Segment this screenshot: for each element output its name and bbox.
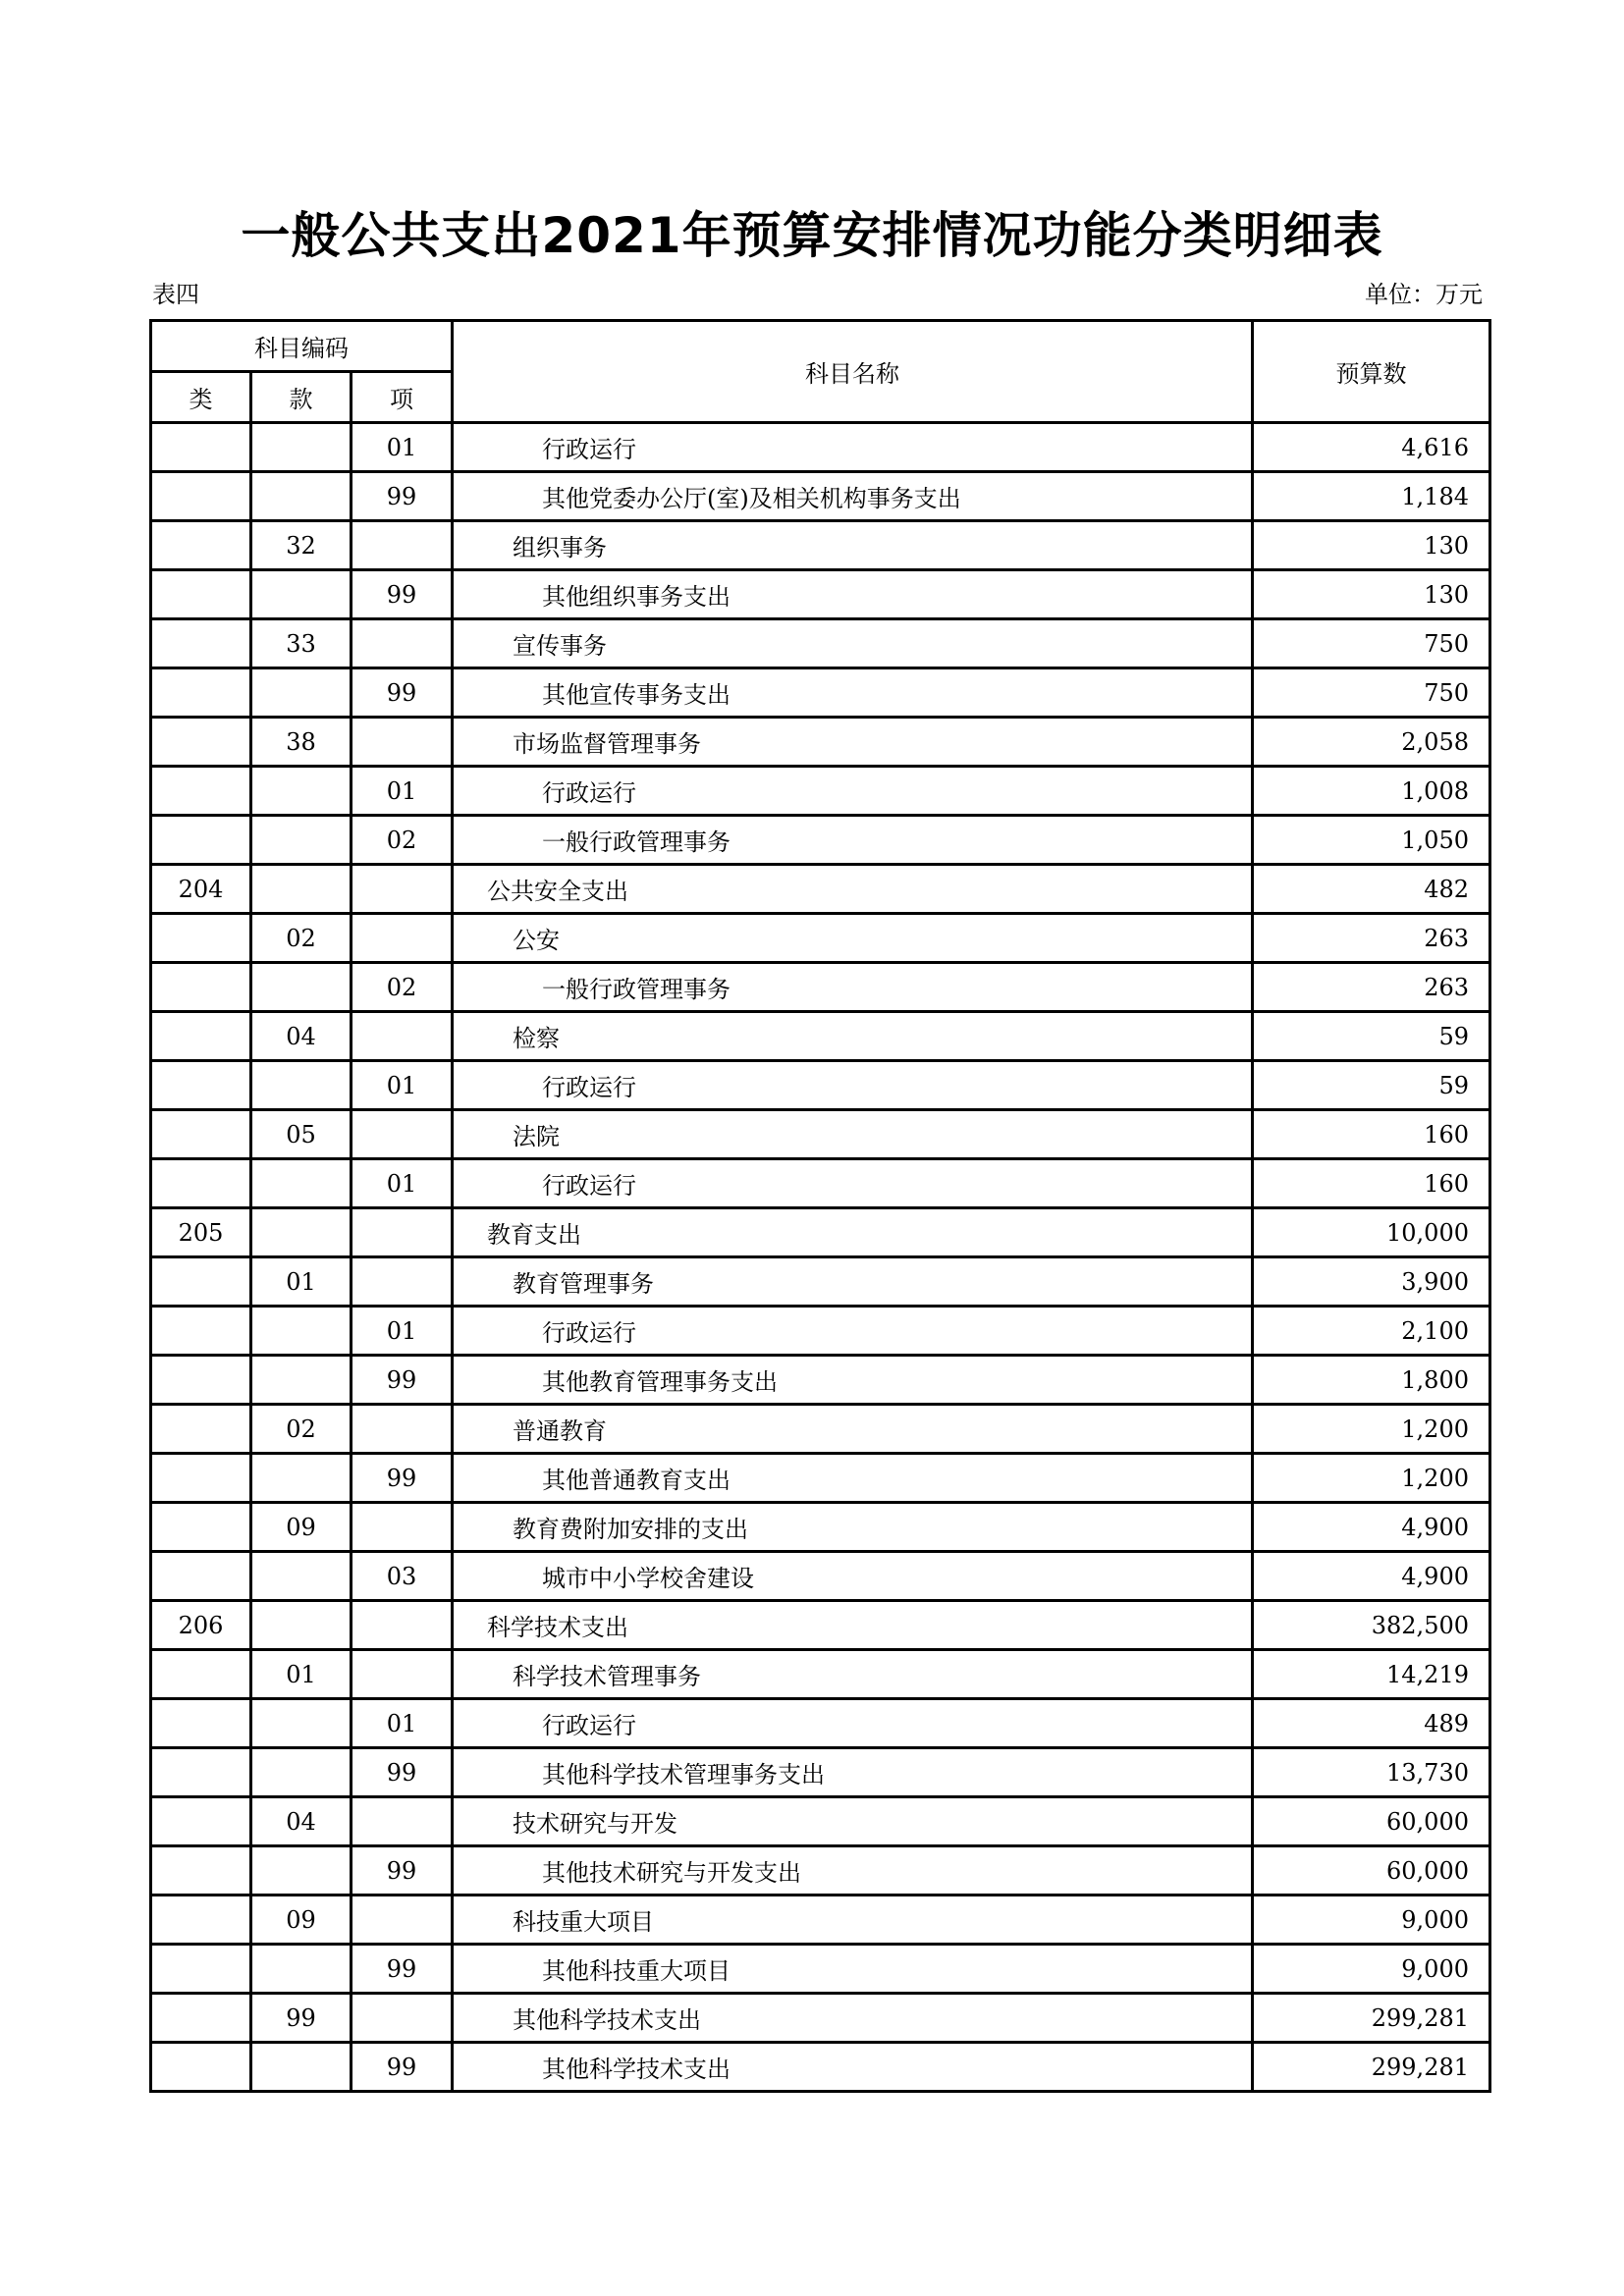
table-row [151,2043,1490,2092]
budget-amount: 160 [1253,1110,1490,1159]
table-row [151,570,1490,619]
header-name: 科目名称 [453,321,1253,423]
budget-amount: 482 [1253,865,1490,914]
budget-amount: 9,000 [1253,1896,1490,1945]
code-xiang: 99 [352,1846,453,1896]
code-kuan [251,1945,352,1994]
code-lei [151,1797,251,1846]
code-xiang: 99 [352,1454,453,1503]
budget-amount: 3,900 [1253,1257,1490,1307]
code-lei [151,963,251,1012]
item-name: 其他科学技术支出 [453,2043,1253,2092]
code-lei: 205 [151,1208,251,1257]
budget-amount: 299,281 [1253,1994,1490,2043]
code-xiang [352,1994,453,2043]
budget-amount: 1,800 [1253,1356,1490,1405]
table-row [151,423,1490,472]
code-xiang: 99 [352,570,453,619]
code-lei: 206 [151,1601,251,1650]
table-row [151,1896,1490,1945]
item-name: 一般行政管理事务 [453,816,1253,865]
code-kuan [251,1454,352,1503]
budget-amount: 263 [1253,914,1490,963]
code-lei [151,1012,251,1061]
code-lei [151,1405,251,1454]
code-lei [151,668,251,718]
budget-amount: 750 [1253,619,1490,668]
code-kuan [251,1846,352,1896]
code-kuan: 99 [251,1994,352,2043]
code-lei [151,619,251,668]
header-xiang: 项 [352,372,453,423]
table-row [151,1454,1490,1503]
item-name: 技术研究与开发 [453,1797,1253,1846]
header-amount: 预算数 [1253,321,1490,423]
code-kuan: 38 [251,718,352,767]
table-row [151,1797,1490,1846]
code-xiang [352,718,453,767]
item-name: 城市中小学校舍建设 [453,1552,1253,1601]
item-name: 一般行政管理事务 [453,963,1253,1012]
item-name: 其他宣传事务支出 [453,668,1253,718]
item-name: 行政运行 [453,423,1253,472]
code-kuan: 09 [251,1896,352,1945]
page-title: 一般公共支出2021年预算安排情况功能分类明细表 [241,207,1383,264]
item-name: 公安 [453,914,1253,963]
table-row [151,718,1490,767]
table-row [151,1994,1490,2043]
item-name: 科学技术管理事务 [453,1650,1253,1699]
code-xiang: 02 [352,816,453,865]
item-name: 其他普通教育支出 [453,1454,1253,1503]
code-kuan [251,1159,352,1208]
budget-amount: 10,000 [1253,1208,1490,1257]
code-lei [151,472,251,521]
code-lei [151,1994,251,2043]
code-xiang [352,1405,453,1454]
code-lei: 204 [151,865,251,914]
code-xiang: 02 [352,963,453,1012]
budget-amount: 60,000 [1253,1846,1490,1896]
table-row [151,816,1490,865]
code-lei [151,1699,251,1748]
code-lei [151,718,251,767]
code-lei [151,1356,251,1405]
code-lei [151,1307,251,1356]
code-kuan: 04 [251,1797,352,1846]
item-name: 其他组织事务支出 [453,570,1253,619]
budget-amount: 59 [1253,1012,1490,1061]
code-kuan: 01 [251,1650,352,1699]
item-name: 行政运行 [453,1307,1253,1356]
code-kuan [251,1699,352,1748]
budget-amount: 489 [1253,1699,1490,1748]
code-kuan [251,865,352,914]
code-xiang [352,1257,453,1307]
item-name: 行政运行 [453,1061,1253,1110]
table-row [151,1405,1490,1454]
code-xiang: 99 [352,1945,453,1994]
budget-amount: 750 [1253,668,1490,718]
item-name: 教育费附加安排的支出 [453,1503,1253,1552]
code-xiang [352,1601,453,1650]
item-name: 科学技术支出 [453,1601,1253,1650]
budget-amount: 130 [1253,521,1490,570]
code-kuan [251,1356,352,1405]
code-xiang [352,521,453,570]
code-lei [151,1748,251,1797]
code-xiang [352,1650,453,1699]
budget-amount: 263 [1253,963,1490,1012]
item-name: 公共安全支出 [453,865,1253,914]
code-xiang: 01 [352,1699,453,1748]
code-kuan [251,1208,352,1257]
item-name: 宣传事务 [453,619,1253,668]
table-row [151,1208,1490,1257]
code-kuan [251,1552,352,1601]
item-name: 科技重大项目 [453,1896,1253,1945]
code-xiang: 03 [352,1552,453,1601]
code-kuan [251,2043,352,2092]
budget-amount: 160 [1253,1159,1490,1208]
header-lei: 类 [151,372,251,423]
header-kuan: 款 [251,372,352,423]
code-lei [151,914,251,963]
budget-amount: 59 [1253,1061,1490,1110]
budget-amount: 4,900 [1253,1552,1490,1601]
item-name: 其他科学技术支出 [453,1994,1253,2043]
item-name: 行政运行 [453,1159,1253,1208]
code-xiang [352,865,453,914]
code-lei [151,1257,251,1307]
table-row [151,865,1490,914]
table-row [151,1356,1490,1405]
budget-amount: 2,058 [1253,718,1490,767]
budget-amount: 4,900 [1253,1503,1490,1552]
table-row [151,619,1490,668]
code-kuan [251,1748,352,1797]
code-lei [151,1061,251,1110]
code-lei [151,1650,251,1699]
code-xiang: 99 [352,2043,453,2092]
code-kuan [251,472,352,521]
budget-amount: 13,730 [1253,1748,1490,1797]
budget-amount: 60,000 [1253,1797,1490,1846]
code-kuan [251,1061,352,1110]
table-row [151,1846,1490,1896]
code-xiang: 99 [352,668,453,718]
table-row [151,1552,1490,1601]
code-kuan [251,767,352,816]
table-row [151,472,1490,521]
code-xiang [352,1797,453,1846]
item-name: 教育支出 [453,1208,1253,1257]
code-xiang: 01 [352,767,453,816]
code-lei [151,1552,251,1601]
budget-amount: 299,281 [1253,2043,1490,2092]
code-kuan: 32 [251,521,352,570]
code-kuan: 02 [251,914,352,963]
code-kuan [251,570,352,619]
header-code: 科目编码 [151,321,453,372]
code-xiang [352,1012,453,1061]
table-row [151,521,1490,570]
code-kuan [251,668,352,718]
code-kuan: 04 [251,1012,352,1061]
code-lei [151,767,251,816]
code-xiang: 01 [352,423,453,472]
budget-amount: 130 [1253,570,1490,619]
item-name: 其他科技重大项目 [453,1945,1253,1994]
budget-amount: 9,000 [1253,1945,1490,1994]
code-xiang: 01 [352,1159,453,1208]
table-row [151,1748,1490,1797]
table-row [151,1601,1490,1650]
item-name: 检察 [453,1012,1253,1061]
table-row [151,668,1490,718]
unit-label: 单位：万元 [1365,281,1483,308]
code-xiang [352,619,453,668]
budget-amount: 1,050 [1253,816,1490,865]
budget-amount: 14,219 [1253,1650,1490,1699]
item-name: 普通教育 [453,1405,1253,1454]
code-kuan: 05 [251,1110,352,1159]
code-kuan: 02 [251,1405,352,1454]
budget-amount: 1,200 [1253,1405,1490,1454]
code-xiang: 99 [352,1356,453,1405]
item-name: 行政运行 [453,1699,1253,1748]
table-row [151,1699,1490,1748]
table-row [151,1257,1490,1307]
table-row [151,1061,1490,1110]
code-kuan [251,963,352,1012]
code-lei [151,1159,251,1208]
item-name: 组织事务 [453,521,1253,570]
item-name: 教育管理事务 [453,1257,1253,1307]
code-kuan [251,1307,352,1356]
table-row [151,1650,1490,1699]
code-kuan: 09 [251,1503,352,1552]
code-lei [151,2043,251,2092]
code-kuan [251,816,352,865]
table-row [151,1110,1490,1159]
code-xiang [352,1208,453,1257]
code-lei [151,1896,251,1945]
budget-amount: 4,616 [1253,423,1490,472]
code-lei [151,1110,251,1159]
item-name: 市场监督管理事务 [453,718,1253,767]
table-row [151,1159,1490,1208]
code-kuan [251,423,352,472]
code-lei [151,1846,251,1896]
code-lei [151,1503,251,1552]
table-row [151,1307,1490,1356]
table-row [151,963,1490,1012]
budget-amount: 382,500 [1253,1601,1490,1650]
code-lei [151,521,251,570]
code-kuan [251,1601,352,1650]
table-row [151,1012,1490,1061]
table-row [151,1503,1490,1552]
code-xiang: 99 [352,472,453,521]
code-lei [151,570,251,619]
item-name: 行政运行 [453,767,1253,816]
budget-amount: 1,200 [1253,1454,1490,1503]
table-row [151,914,1490,963]
code-xiang [352,1896,453,1945]
item-name: 其他技术研究与开发支出 [453,1846,1253,1896]
item-name: 其他科学技术管理事务支出 [453,1748,1253,1797]
code-kuan: 33 [251,619,352,668]
budget-table [149,319,1491,2093]
code-xiang: 99 [352,1748,453,1797]
table-row [151,767,1490,816]
item-name: 法院 [453,1110,1253,1159]
table-number: 表四 [152,281,199,308]
code-xiang [352,1503,453,1552]
code-lei [151,1945,251,1994]
budget-amount: 1,008 [1253,767,1490,816]
code-xiang [352,914,453,963]
code-lei [151,423,251,472]
table-row [151,1945,1490,1994]
code-xiang: 01 [352,1307,453,1356]
code-lei [151,1454,251,1503]
item-name: 其他党委办公厅(室)及相关机构事务支出 [453,472,1253,521]
code-xiang: 01 [352,1061,453,1110]
code-xiang [352,1110,453,1159]
budget-amount: 1,184 [1253,472,1490,521]
budget-amount: 2,100 [1253,1307,1490,1356]
item-name: 其他教育管理事务支出 [453,1356,1253,1405]
code-kuan: 01 [251,1257,352,1307]
code-lei [151,816,251,865]
